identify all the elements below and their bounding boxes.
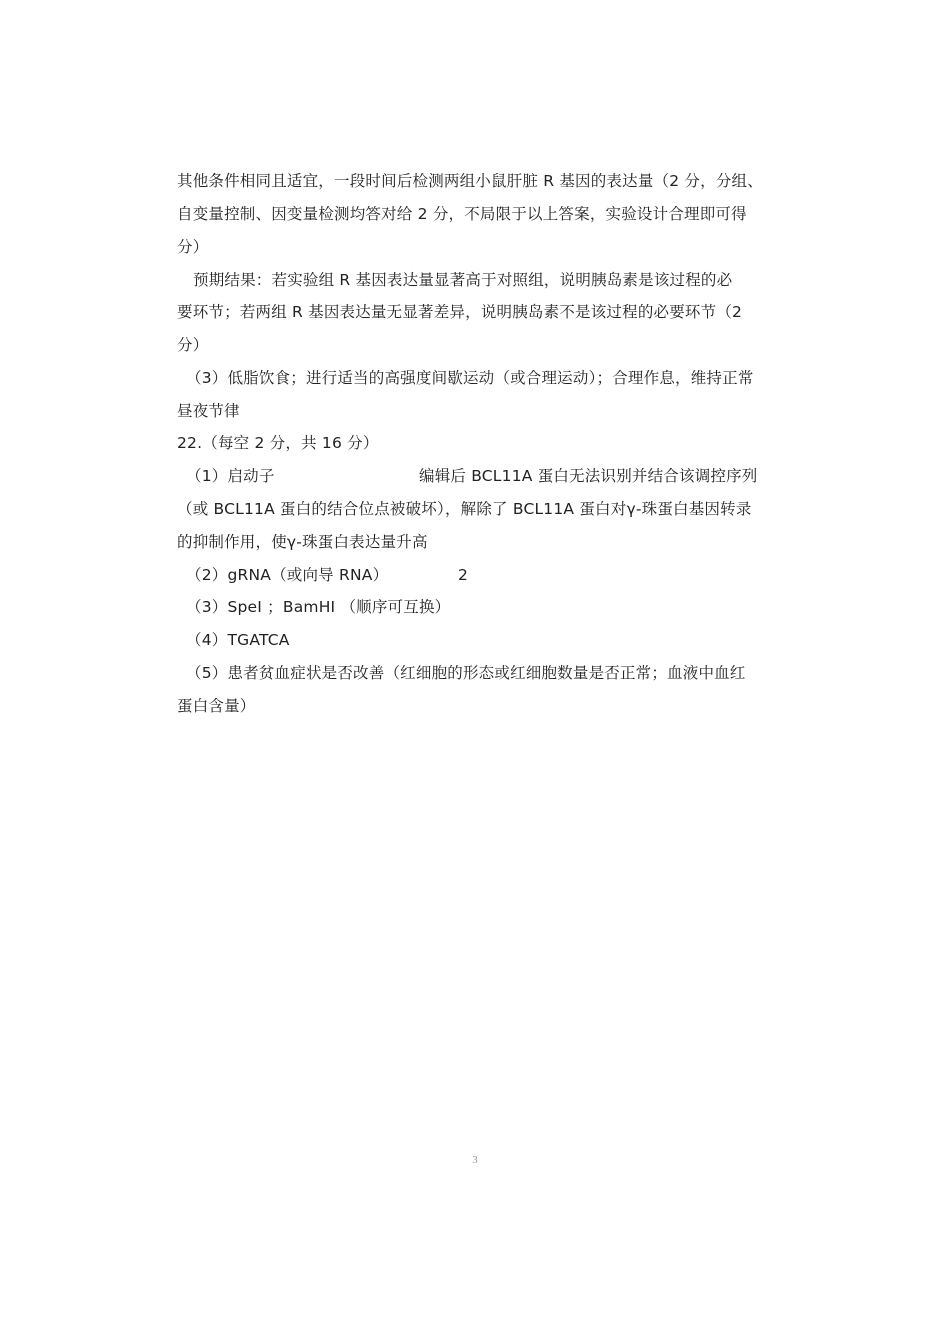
- text-line: （4）TGATCA: [186, 631, 290, 649]
- text-line: （3）低脂饮食；进行适当的高强度间歇运动（或合理运动）；合理作息，维持正常: [186, 369, 754, 387]
- page-number: 3: [472, 1154, 478, 1166]
- text-line: 昼夜节律: [177, 402, 240, 420]
- text-line: （1）启动子: [186, 467, 275, 485]
- text-line: 其他条件相同且适宜，一段时间后检测两组小鼠肝脏 R 基因的表达量（2 分，分组、: [177, 172, 763, 190]
- text-line: 分）: [177, 336, 209, 354]
- text-line: 的抑制作用，使γ-珠蛋白表达量升高: [177, 533, 428, 551]
- text-line: （5）患者贫血症状是否改善（红细胞的形态或红细胞数量是否正常；血液中血红: [186, 664, 746, 682]
- text-line: 自变量控制、因变量检测均答对给 2 分，不局限于以上答案，实验设计合理即可得: [177, 205, 747, 223]
- question-heading: 22.（每空 2 分，共 16 分）: [177, 434, 379, 452]
- text-line: 蛋白含量）: [177, 697, 256, 715]
- text-line: 2: [458, 566, 469, 584]
- text-line: 要环节；若两组 R 基因表达量无显著差异，说明胰岛素不是该过程的必要环节（2: [177, 303, 743, 321]
- text-line: （2）gRNA（或向导 RNA）: [186, 566, 389, 584]
- text-line: 分）: [177, 238, 209, 256]
- text-line: 预期结果：若实验组 R 基因表达量显著高于对照组，说明胰岛素是该过程的必: [193, 271, 733, 289]
- text-line: （或 BCL11A 蛋白的结合位点被破坏），解除了 BCL11A 蛋白对γ-珠蛋白基因转录: [177, 500, 752, 518]
- text-line: （3）SpeⅠ ；BamHⅠ （顺序可互换）: [186, 598, 451, 616]
- text-line: 编辑后 BCL11A 蛋白无法识别并结合该调控序列: [419, 467, 758, 485]
